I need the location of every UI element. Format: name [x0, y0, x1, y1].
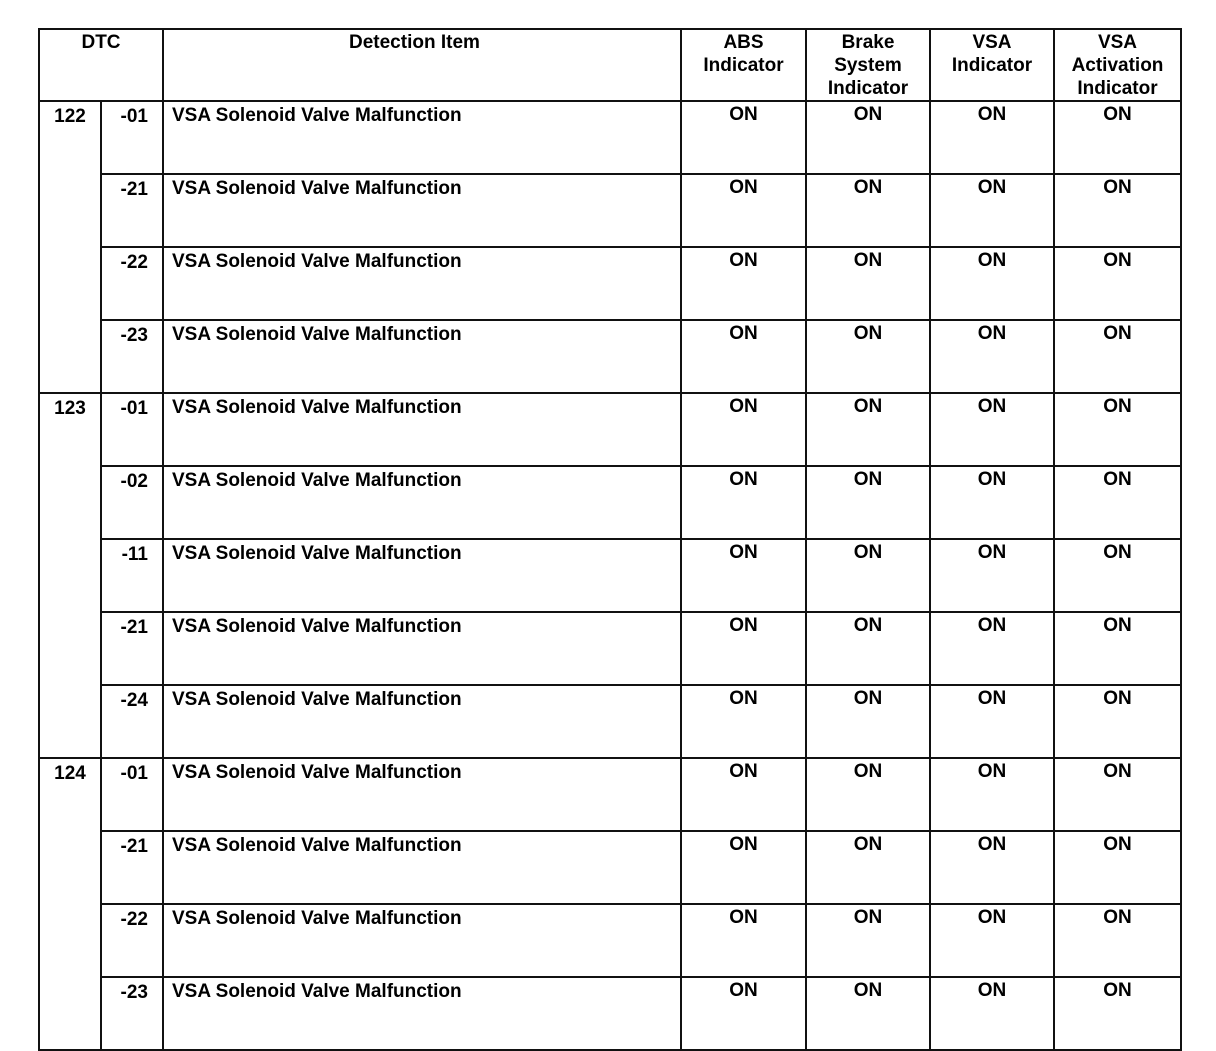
dtc-code: 124	[39, 758, 101, 831]
dtc-subcode: -21	[101, 174, 163, 247]
table-body	[39, 101, 1181, 1050]
vsa-activation-indicator-value: ON	[1054, 174, 1181, 247]
dtc-code	[39, 174, 101, 247]
vsa-indicator-value: ON	[930, 904, 1054, 977]
brake-system-indicator-value: ON	[806, 685, 930, 758]
table-row	[39, 393, 1181, 466]
dtc-code	[39, 977, 101, 1050]
vsa-indicator-value: ON	[930, 539, 1054, 612]
dtc-code	[39, 685, 101, 758]
vsa-indicator-value: ON	[930, 101, 1054, 174]
table-row	[39, 539, 1181, 612]
dtc-subcode: -11	[101, 539, 163, 612]
table-header	[39, 29, 1181, 101]
vsa-indicator-value: ON	[930, 393, 1054, 466]
brake-system-indicator-value: ON	[806, 174, 930, 247]
abs-indicator-value: ON	[681, 101, 806, 174]
header-detection-item: Detection Item	[163, 29, 681, 101]
table-row	[39, 612, 1181, 685]
dtc-code: 122	[39, 101, 101, 174]
abs-indicator-value: ON	[681, 685, 806, 758]
detection-item: VSA Solenoid Valve Malfunction	[163, 831, 681, 904]
detection-item: VSA Solenoid Valve Malfunction	[163, 101, 681, 174]
table-row	[39, 685, 1181, 758]
dtc-subcode: -23	[101, 977, 163, 1050]
vsa-activation-indicator-value: ON	[1054, 247, 1181, 320]
dtc-subcode: -21	[101, 612, 163, 685]
brake-system-indicator-value: ON	[806, 247, 930, 320]
brake-system-indicator-value: ON	[806, 101, 930, 174]
header-abs-line1: ABS	[723, 32, 764, 53]
vsa-indicator-value: ON	[930, 977, 1054, 1050]
dtc-table	[38, 28, 1182, 1051]
vsa-activation-indicator-value: ON	[1054, 904, 1181, 977]
dtc-code	[39, 539, 101, 612]
vsa-indicator-value: ON	[930, 758, 1054, 831]
header-abs-indicator	[681, 29, 806, 101]
abs-indicator-value: ON	[681, 758, 806, 831]
table-row	[39, 904, 1181, 977]
detection-item: VSA Solenoid Valve Malfunction	[163, 758, 681, 831]
header-row	[39, 29, 1181, 101]
vsa-indicator-value: ON	[930, 831, 1054, 904]
brake-system-indicator-value: ON	[806, 758, 930, 831]
vsa-activation-indicator-value: ON	[1054, 320, 1181, 393]
detection-item: VSA Solenoid Valve Malfunction	[163, 393, 681, 466]
header-vsa-act-line2: Activation	[1071, 55, 1164, 76]
header-vsa-act-line3: Indicator	[1077, 78, 1158, 99]
header-vsa-line2: Indicator	[951, 55, 1033, 76]
header-abs-line2: Indicator	[703, 55, 784, 76]
table-row	[39, 101, 1181, 174]
detection-item: VSA Solenoid Valve Malfunction	[163, 539, 681, 612]
abs-indicator-value: ON	[681, 977, 806, 1050]
vsa-activation-indicator-value: ON	[1054, 466, 1181, 539]
abs-indicator-value: ON	[681, 831, 806, 904]
abs-indicator-value: ON	[681, 539, 806, 612]
vsa-indicator-value: ON	[930, 685, 1054, 758]
dtc-subcode: -22	[101, 247, 163, 320]
detection-item: VSA Solenoid Valve Malfunction	[163, 174, 681, 247]
vsa-activation-indicator-value: ON	[1054, 539, 1181, 612]
table-row	[39, 247, 1181, 320]
header-brake-system-indicator	[806, 29, 930, 101]
abs-indicator-value: ON	[681, 247, 806, 320]
header-brake-line3: Indicator	[827, 78, 909, 99]
dtc-subcode: -24	[101, 685, 163, 758]
vsa-activation-indicator-value: ON	[1054, 977, 1181, 1050]
header-vsa-activation-indicator	[1054, 29, 1181, 101]
abs-indicator-value: ON	[681, 393, 806, 466]
dtc-code	[39, 904, 101, 977]
dtc-code: 123	[39, 393, 101, 466]
brake-system-indicator-value: ON	[806, 539, 930, 612]
dtc-subcode: -01	[101, 758, 163, 831]
brake-system-indicator-value: ON	[806, 612, 930, 685]
header-brake-line1: Brake	[841, 32, 895, 53]
vsa-indicator-value: ON	[930, 247, 1054, 320]
table-row	[39, 174, 1181, 247]
abs-indicator-value: ON	[681, 466, 806, 539]
vsa-activation-indicator-value: ON	[1054, 393, 1181, 466]
vsa-indicator-value: ON	[930, 612, 1054, 685]
detection-item: VSA Solenoid Valve Malfunction	[163, 685, 681, 758]
brake-system-indicator-value: ON	[806, 904, 930, 977]
detection-item: VSA Solenoid Valve Malfunction	[163, 904, 681, 977]
dtc-subcode: -22	[101, 904, 163, 977]
vsa-activation-indicator-value: ON	[1054, 831, 1181, 904]
table-row	[39, 466, 1181, 539]
brake-system-indicator-value: ON	[806, 393, 930, 466]
detection-item: VSA Solenoid Valve Malfunction	[163, 466, 681, 539]
brake-system-indicator-value: ON	[806, 977, 930, 1050]
header-vsa-act-line1: VSA	[1097, 32, 1138, 53]
dtc-code	[39, 320, 101, 393]
brake-system-indicator-value: ON	[806, 466, 930, 539]
dtc-code	[39, 831, 101, 904]
vsa-activation-indicator-value: ON	[1054, 612, 1181, 685]
brake-system-indicator-value: ON	[806, 320, 930, 393]
table-row	[39, 758, 1181, 831]
abs-indicator-value: ON	[681, 904, 806, 977]
vsa-indicator-value: ON	[930, 174, 1054, 247]
detection-item: VSA Solenoid Valve Malfunction	[163, 977, 681, 1050]
vsa-indicator-value: ON	[930, 466, 1054, 539]
header-brake-line2: System	[834, 55, 902, 76]
dtc-code	[39, 466, 101, 539]
header-dtc: DTC	[39, 29, 163, 101]
dtc-subcode: -01	[101, 101, 163, 174]
detection-item: VSA Solenoid Valve Malfunction	[163, 320, 681, 393]
vsa-activation-indicator-value: ON	[1054, 758, 1181, 831]
dtc-subcode: -23	[101, 320, 163, 393]
brake-system-indicator-value: ON	[806, 831, 930, 904]
dtc-code	[39, 612, 101, 685]
table-row	[39, 320, 1181, 393]
dtc-subcode: -02	[101, 466, 163, 539]
table-row	[39, 977, 1181, 1050]
dtc-code	[39, 247, 101, 320]
vsa-activation-indicator-value: ON	[1054, 685, 1181, 758]
header-vsa-line1: VSA	[972, 32, 1012, 53]
abs-indicator-value: ON	[681, 174, 806, 247]
header-vsa-indicator	[930, 29, 1054, 101]
vsa-indicator-value: ON	[930, 320, 1054, 393]
dtc-subcode: -21	[101, 831, 163, 904]
dtc-subcode: -01	[101, 393, 163, 466]
abs-indicator-value: ON	[681, 612, 806, 685]
detection-item: VSA Solenoid Valve Malfunction	[163, 612, 681, 685]
vsa-activation-indicator-value: ON	[1054, 101, 1181, 174]
abs-indicator-value: ON	[681, 320, 806, 393]
table-row	[39, 831, 1181, 904]
detection-item: VSA Solenoid Valve Malfunction	[163, 247, 681, 320]
